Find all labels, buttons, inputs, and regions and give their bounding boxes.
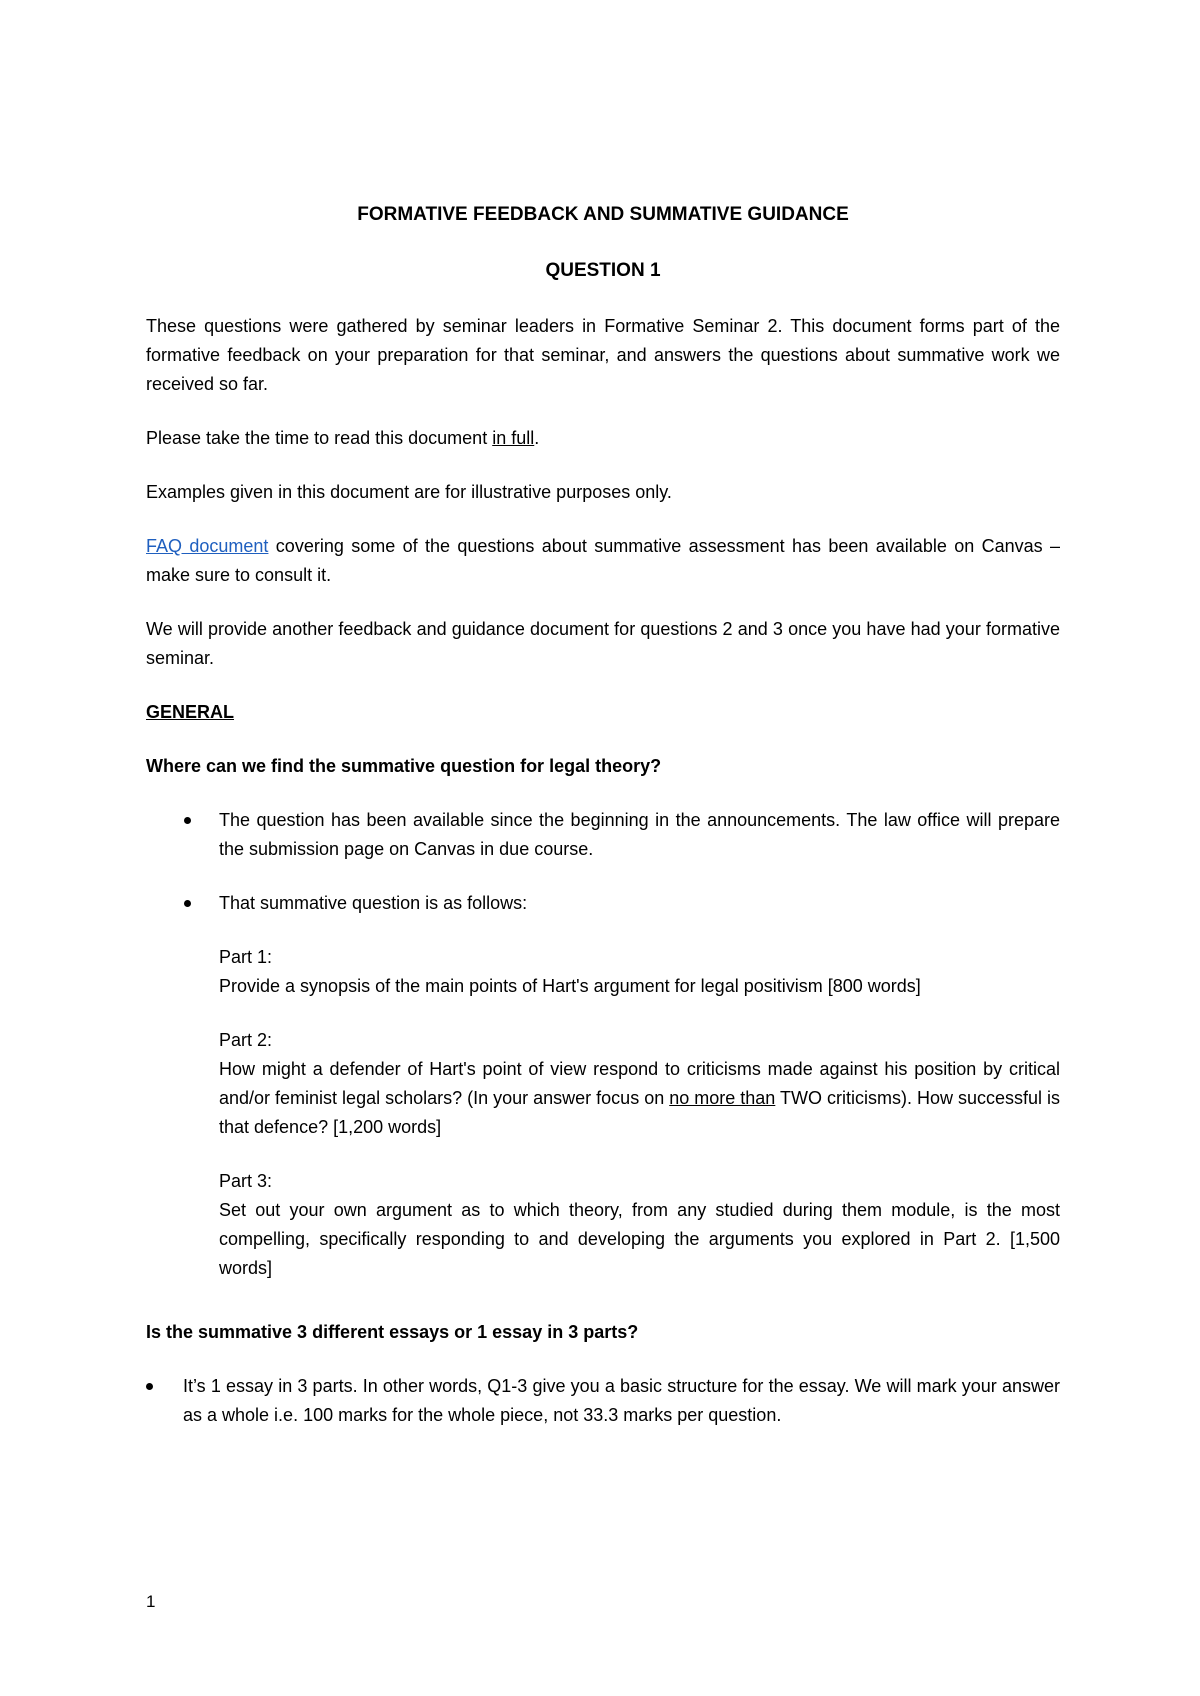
list-item-text: It’s 1 essay in 3 parts. In other words, Q1-3 give you a basic structure for the essay. We will mark your answer as a whole i.e. 100 marks for the whole piece, not 33.3 marks per question. — [183, 1376, 1060, 1425]
part-text: TWO criticisms). How successful is that defence? [1,200 words] — [219, 1088, 1060, 1137]
part-text: How might a defender of Hart's point of view respond to criticisms made against his position by critical and/or feminist legal scholars? (In your answer focus on — [219, 1059, 1060, 1108]
next-document-note: We will provide another feedback and guidance document for questions 2 and 3 once you have had your formative seminar. — [146, 619, 1060, 668]
list-item — [146, 806, 1060, 864]
intro-paragraph: These questions were gathered by seminar leaders in Formative Seminar 2. This document forms part of the formative feedback on your preparation for that seminar, and answers the questions about summative work we received so far. — [146, 316, 1060, 394]
faq-document-link[interactable]: FAQ document — [146, 536, 269, 556]
document-subtitle: QUESTION 1 — [545, 260, 661, 281]
part-label: Part 2: — [219, 1030, 273, 1050]
bullet-icon — [184, 900, 191, 907]
read-suffix: . — [534, 428, 540, 448]
read-in-full-paragraph — [146, 424, 1060, 453]
list-item — [146, 889, 1060, 918]
read-emphasis: in full — [492, 428, 535, 448]
question-heading-where: Where can we find the summative question for legal theory? — [146, 756, 662, 776]
list-item — [146, 1372, 1060, 1430]
summative-part-2 — [146, 1026, 1060, 1142]
part-emphasis: no more than — [669, 1088, 776, 1108]
list-item-text: The question has been available since the beginning in the announcements. The law office will prepare the submission page on Canvas in due course. — [219, 810, 1060, 859]
page-number: 1 — [146, 1592, 156, 1611]
part-text: Set out your own argument as to which theory, from any studied during them module, is the most compelling, specifically responding to and developing the arguments you explored in Part 2. [1,500 words] — [219, 1200, 1060, 1278]
bullet-icon — [146, 1383, 153, 1390]
faq-rest: covering some of the questions about summative assessment has been available on Canvas – make sure to consult it. — [146, 536, 1061, 585]
list-item-text: That summative question is as follows: — [219, 893, 528, 913]
part-text: Provide a synopsis of the main points of Hart's argument for legal positivism [800 words] — [219, 976, 921, 996]
part-label: Part 1: — [219, 947, 273, 967]
examples-note: Examples given in this document are for illustrative purposes only. — [146, 482, 672, 502]
part-label: Part 3: — [219, 1171, 273, 1191]
summative-part-1 — [146, 943, 1060, 1001]
summative-part-3 — [146, 1167, 1060, 1283]
document-body — [146, 200, 1060, 1455]
bullet-icon — [184, 817, 191, 824]
read-prefix: Please take the time to read this document — [146, 428, 493, 448]
document-title: FORMATIVE FEEDBACK AND SUMMATIVE GUIDANCE — [357, 204, 849, 225]
faq-paragraph — [146, 532, 1060, 590]
section-heading-general: GENERAL — [146, 702, 235, 722]
question-heading-structure: Is the summative 3 different essays or 1 essay in 3 parts? — [146, 1322, 639, 1342]
